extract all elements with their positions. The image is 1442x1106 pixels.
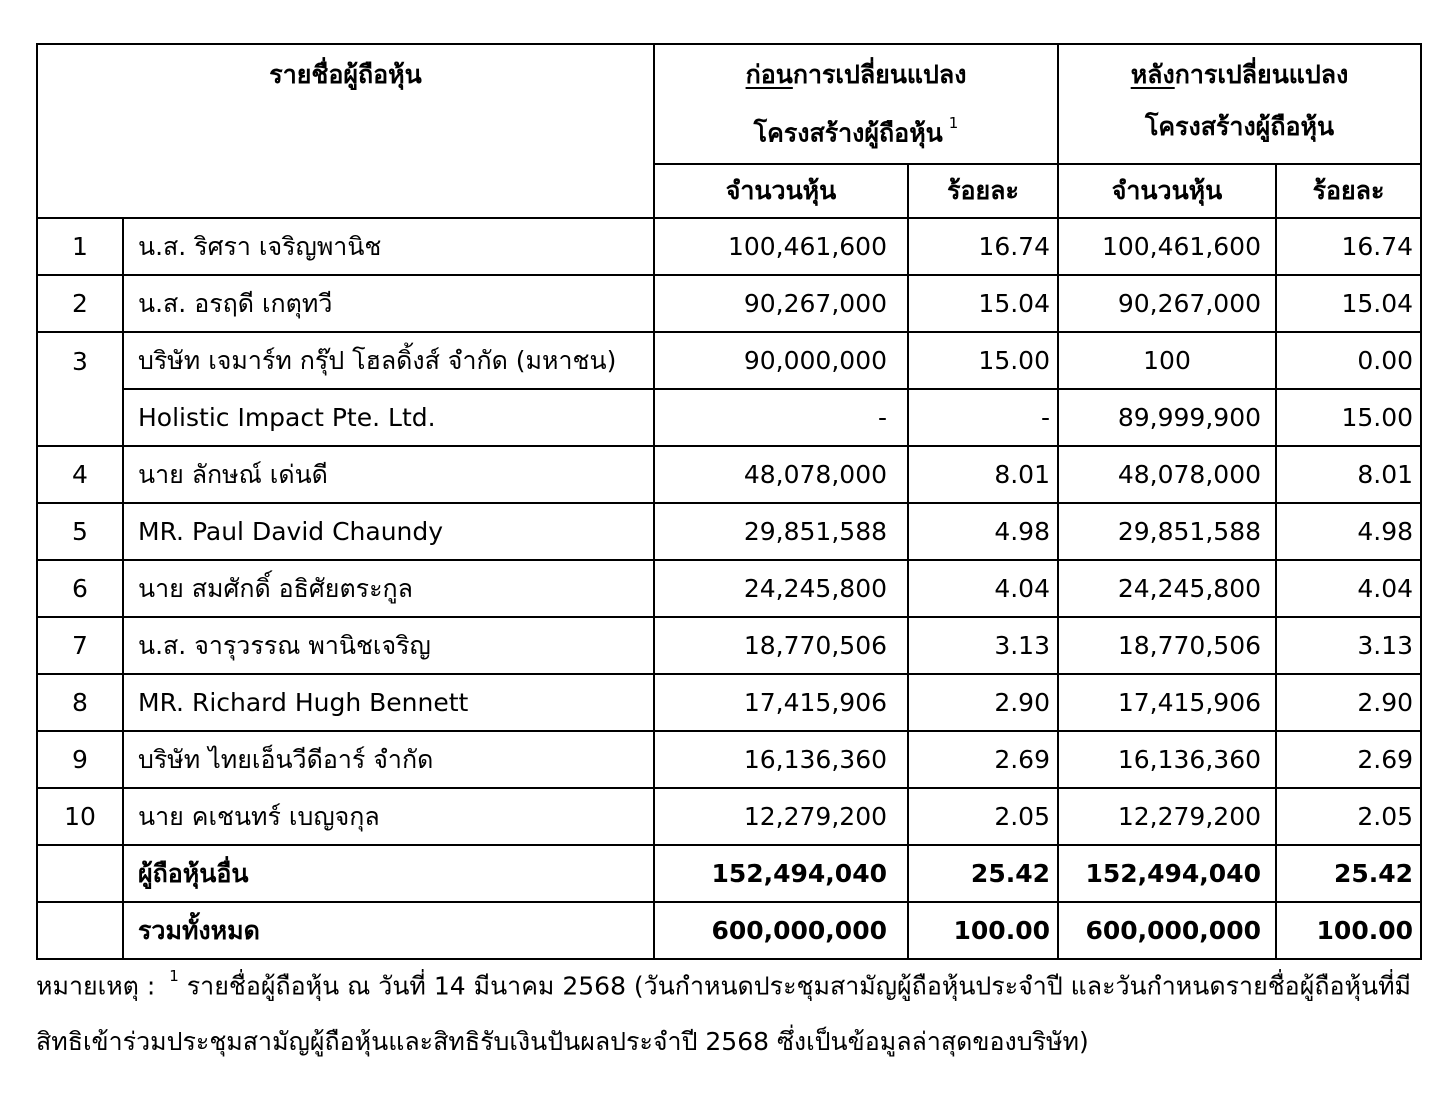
after-percent: 16.74 xyxy=(1276,218,1421,275)
shareholder-table xyxy=(36,43,1422,960)
others-before-percent: 25.42 xyxy=(908,845,1058,902)
others-after-shares: 152,494,040 xyxy=(1058,845,1276,902)
after-percent: 8.01 xyxy=(1276,446,1421,503)
header-before-shares: จำนวนหุ้น xyxy=(654,164,908,218)
table-row xyxy=(37,617,1421,674)
total-row xyxy=(37,902,1421,959)
header-before-percent: ร้อยละ xyxy=(908,164,1058,218)
before-percent: - xyxy=(908,389,1058,446)
total-before-percent: 100.00 xyxy=(908,902,1058,959)
shareholder-name: น.ส. ริศรา เจริญพานิช xyxy=(123,218,654,275)
before-shares: 48,078,000 xyxy=(654,446,908,503)
header-after-percent: ร้อยละ xyxy=(1276,164,1421,218)
row-number: 8 xyxy=(37,674,123,731)
header-before-change xyxy=(654,44,1058,164)
before-shares: 17,415,906 xyxy=(654,674,908,731)
after-shares: 24,245,800 xyxy=(1058,560,1276,617)
row-number-empty xyxy=(37,902,123,959)
before-percent: 8.01 xyxy=(908,446,1058,503)
header-after-shares: จำนวนหุ้น xyxy=(1058,164,1276,218)
footnote xyxy=(36,952,1426,1070)
table-row xyxy=(37,560,1421,617)
shareholder-name: Holistic Impact Pte. Ltd. xyxy=(123,389,654,446)
header-before-underlined: ก่อน xyxy=(745,60,793,89)
footnote-sup: 1 xyxy=(169,967,179,985)
after-percent: 2.05 xyxy=(1276,788,1421,845)
before-percent: 3.13 xyxy=(908,617,1058,674)
before-shares: 100,461,600 xyxy=(654,218,908,275)
before-shares: 24,245,800 xyxy=(654,560,908,617)
after-shares: 29,851,588 xyxy=(1058,503,1276,560)
after-shares: 18,770,506 xyxy=(1058,617,1276,674)
after-percent: 4.98 xyxy=(1276,503,1421,560)
before-percent: 4.98 xyxy=(908,503,1058,560)
after-percent: 2.90 xyxy=(1276,674,1421,731)
before-percent: 2.90 xyxy=(908,674,1058,731)
footnote-text: รายชื่อผู้ถือหุ้น ณ วันที่ 14 มีนาคม 2568 (วันกำหนดประชุมสามัญผู้ถือหุ้นประจำปี และวันกำหนดรายชื่อผู้ถือหุ้นที่มีสิทธิเข้าร่วมประชุมสามัญผู้ถือหุ้นและสิทธิรับเงินปันผลประจำปี 2568 ซึ่งเป็นข้อมูลล่าสุดของบริษัท) xyxy=(36,971,1412,1057)
after-shares: 90,267,000 xyxy=(1058,275,1276,332)
shareholder-name: นาย ลักษณ์ เด่นดี xyxy=(123,446,654,503)
table-row xyxy=(37,731,1421,788)
before-shares: 90,000,000 xyxy=(654,332,908,389)
after-shares: 100,461,600 xyxy=(1058,218,1276,275)
row-number xyxy=(37,389,123,446)
table-row xyxy=(37,503,1421,560)
row-number: 10 xyxy=(37,788,123,845)
before-shares: 12,279,200 xyxy=(654,788,908,845)
shareholder-name: นาย สมศักดิ์ อธิศัยตระกูล xyxy=(123,560,654,617)
table-row xyxy=(37,446,1421,503)
after-shares: 16,136,360 xyxy=(1058,731,1276,788)
row-number: 4 xyxy=(37,446,123,503)
shareholder-name: MR. Paul David Chaundy xyxy=(123,503,654,560)
table-row xyxy=(37,275,1421,332)
others-after-percent: 25.42 xyxy=(1276,845,1421,902)
after-percent: 4.04 xyxy=(1276,560,1421,617)
footnote-marker: 1 xyxy=(948,114,959,132)
total-after-shares: 600,000,000 xyxy=(1058,902,1276,959)
header-after-underlined: หลัง xyxy=(1130,60,1175,89)
header-before-line2: โครงสร้างผู้ถือหุ้น xyxy=(753,118,943,148)
total-label: รวมทั้งหมด xyxy=(123,902,654,959)
shareholder-name: นาย คเชนทร์ เบญจกุล xyxy=(123,788,654,845)
table-row xyxy=(37,389,1421,446)
shareholder-name: MR. Richard Hugh Bennett xyxy=(123,674,654,731)
total-before-shares: 600,000,000 xyxy=(654,902,908,959)
table-row xyxy=(37,332,1421,389)
after-shares: 48,078,000 xyxy=(1058,446,1276,503)
after-shares: 12,279,200 xyxy=(1058,788,1276,845)
header-after-rest: การเปลี่ยนแปลง xyxy=(1174,60,1349,89)
after-percent: 0.00 xyxy=(1276,332,1421,389)
before-shares: 90,267,000 xyxy=(654,275,908,332)
shareholder-name: น.ส. จารุวรรณ พานิชเจริญ xyxy=(123,617,654,674)
header-before-rest: การเปลี่ยนแปลง xyxy=(792,60,967,89)
after-percent: 3.13 xyxy=(1276,617,1421,674)
after-percent: 2.69 xyxy=(1276,731,1421,788)
after-percent: 15.04 xyxy=(1276,275,1421,332)
after-percent: 15.00 xyxy=(1276,389,1421,446)
table-row xyxy=(37,218,1421,275)
row-number: 1 xyxy=(37,218,123,275)
footnote-prefix: หมายเหตุ : xyxy=(36,971,156,1001)
after-shares: 100 xyxy=(1058,332,1276,389)
row-number: 5 xyxy=(37,503,123,560)
before-percent: 15.04 xyxy=(908,275,1058,332)
shareholder-name: น.ส. อรฤดี เกตุทวี xyxy=(123,275,654,332)
after-shares: 17,415,906 xyxy=(1058,674,1276,731)
row-number: 2 xyxy=(37,275,123,332)
before-percent: 2.69 xyxy=(908,731,1058,788)
row-number: 9 xyxy=(37,731,123,788)
header-after-line2: โครงสร้างผู้ถือหุ้น xyxy=(1144,112,1335,141)
before-shares: 29,851,588 xyxy=(654,503,908,560)
before-shares: 16,136,360 xyxy=(654,731,908,788)
row-number: 7 xyxy=(37,617,123,674)
before-percent: 15.00 xyxy=(908,332,1058,389)
row-number: 6 xyxy=(37,560,123,617)
shareholder-name: บริษัท ไทยเอ็นวีดีอาร์ จำกัด xyxy=(123,731,654,788)
after-shares: 89,999,900 xyxy=(1058,389,1276,446)
table-row xyxy=(37,788,1421,845)
others-before-shares: 152,494,040 xyxy=(654,845,908,902)
before-percent: 16.74 xyxy=(908,218,1058,275)
other-shareholders-row xyxy=(37,845,1421,902)
shareholder-name: บริษัท เจมาร์ท กรุ๊ป โฮลดิ้งส์ จำกัด (มหาชน) xyxy=(123,332,654,389)
table-row xyxy=(37,674,1421,731)
header-shareholder-name: รายชื่อผู้ถือหุ้น xyxy=(37,44,654,218)
other-shareholders-label: ผู้ถือหุ้นอื่น xyxy=(123,845,654,902)
before-shares: - xyxy=(654,389,908,446)
before-percent: 2.05 xyxy=(908,788,1058,845)
before-shares: 18,770,506 xyxy=(654,617,908,674)
header-after-change xyxy=(1058,44,1421,164)
row-number: 3 xyxy=(37,332,123,389)
row-number-empty xyxy=(37,845,123,902)
before-percent: 4.04 xyxy=(908,560,1058,617)
total-after-percent: 100.00 xyxy=(1276,902,1421,959)
